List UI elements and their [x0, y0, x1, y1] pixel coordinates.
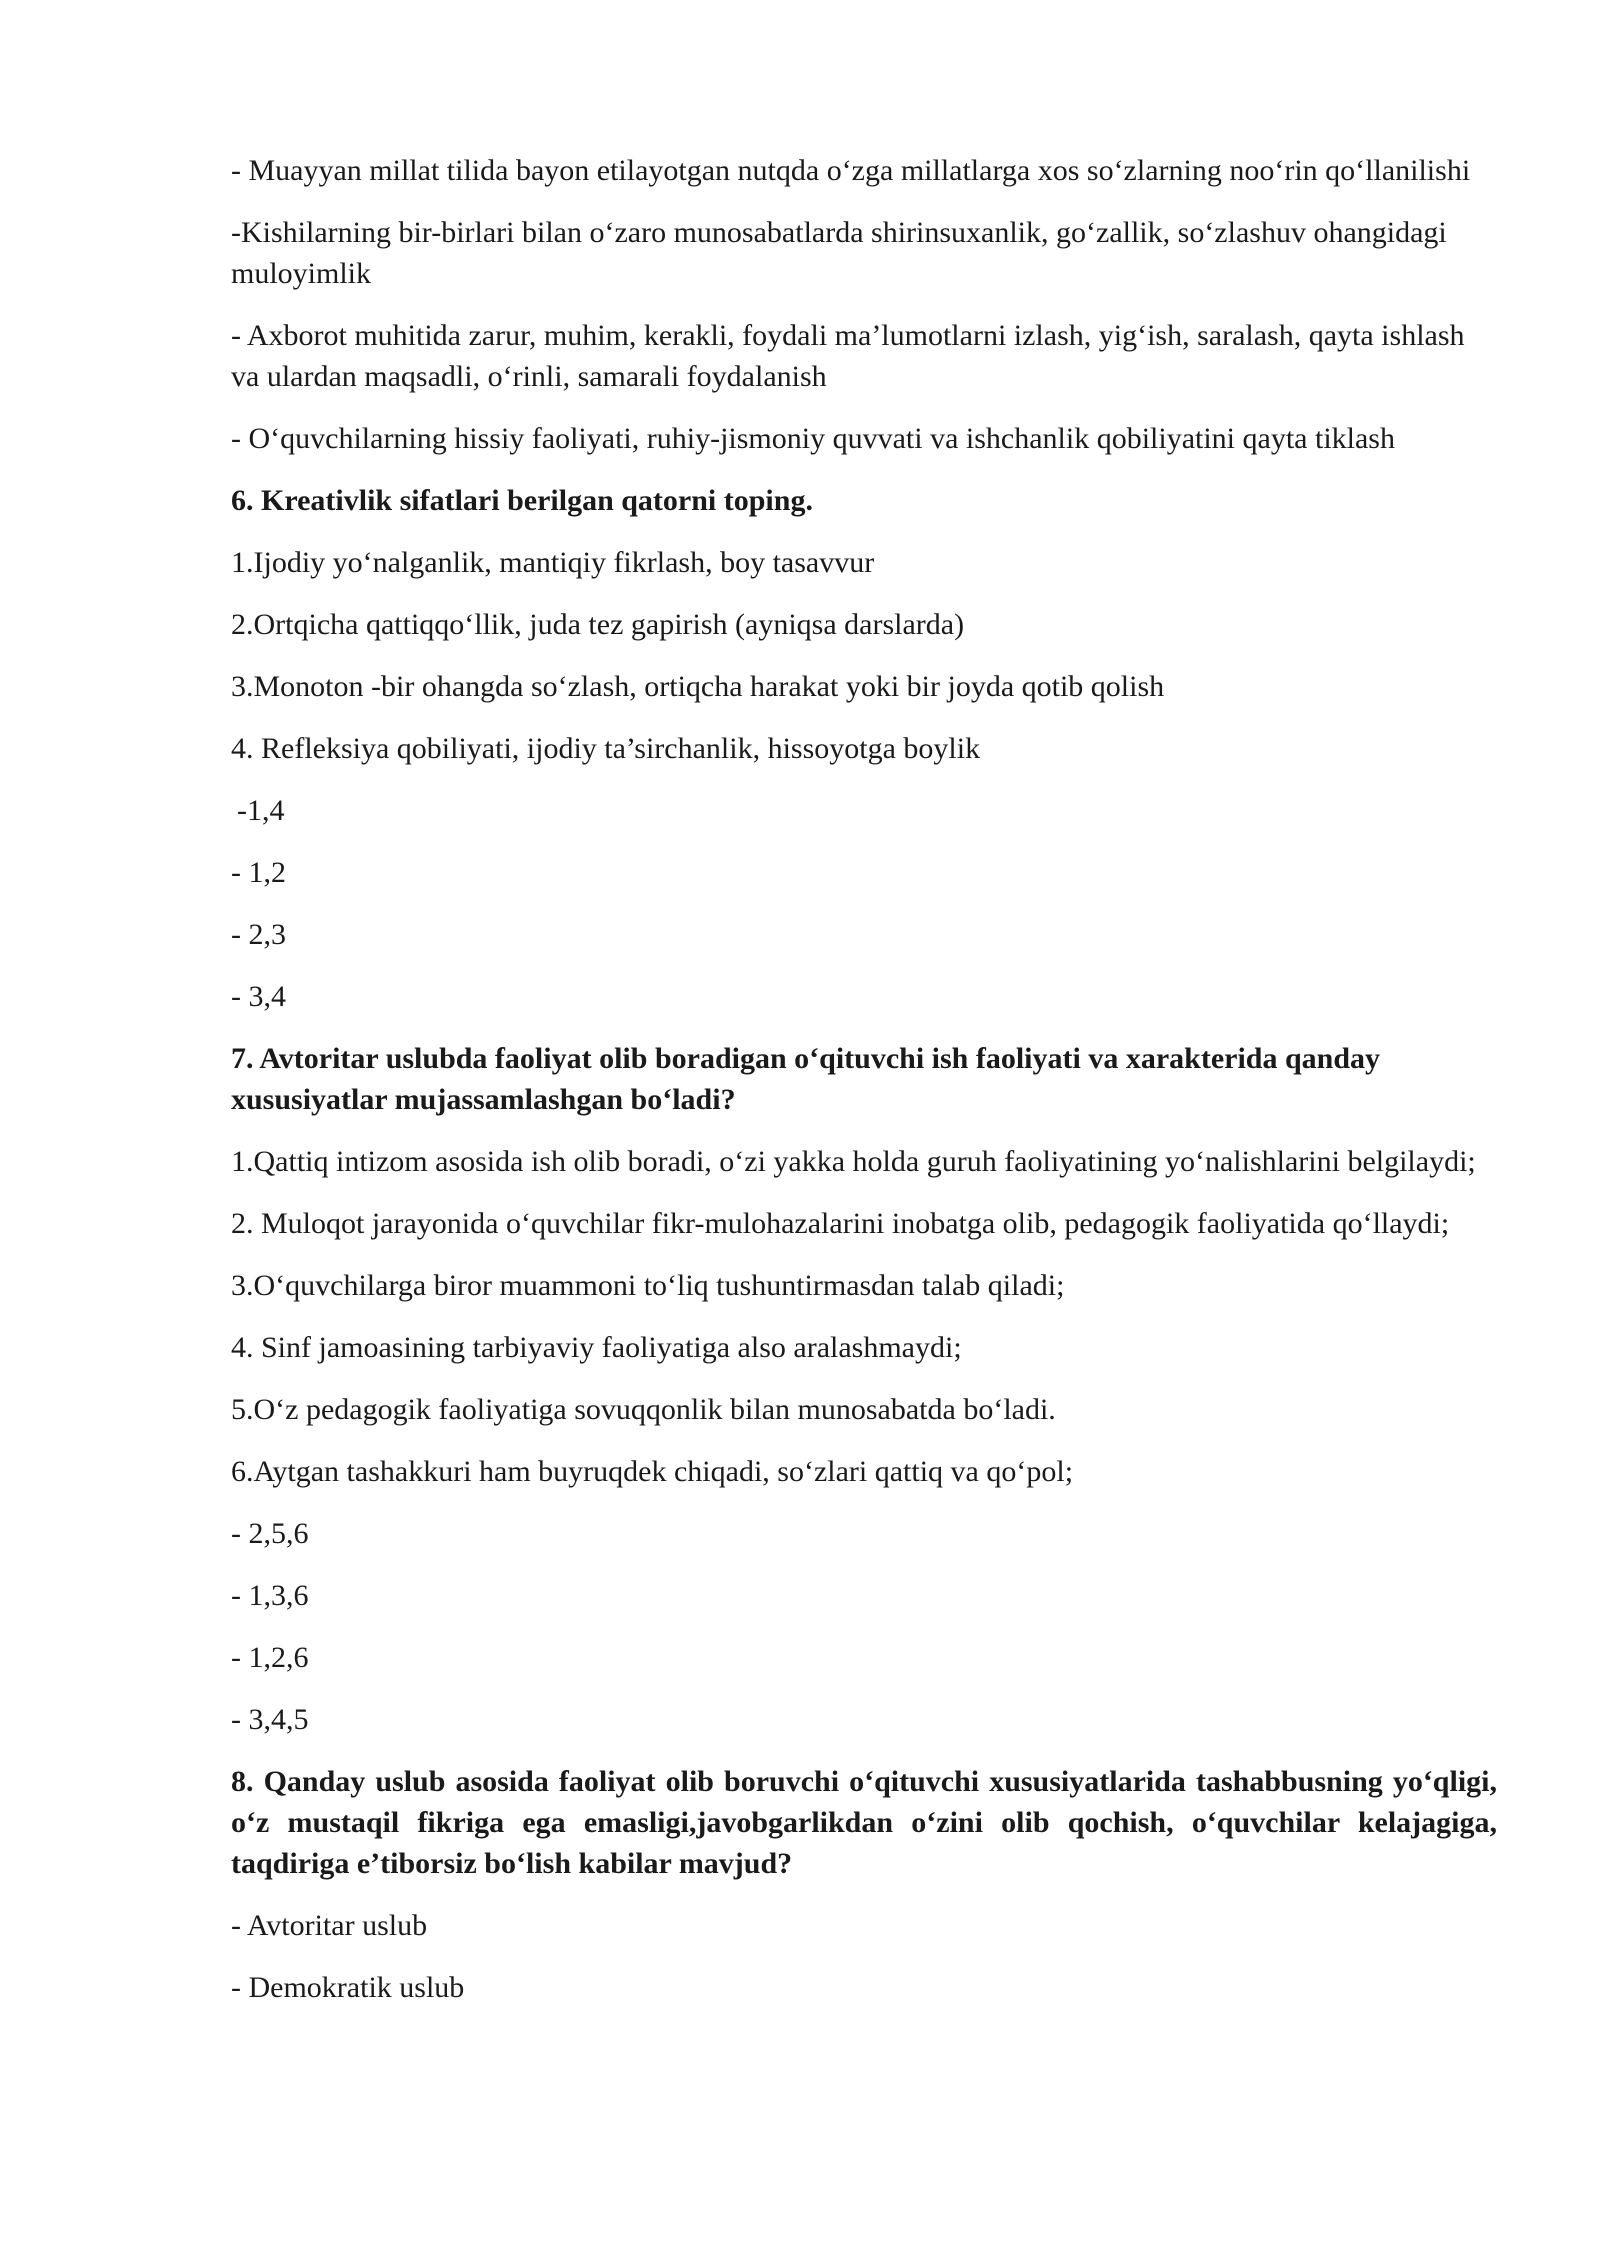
statement-item: 3.Monoton -bir ohangda so‘zlash, ortiqcha harakat yoki bir joyda qotib qolish: [231, 670, 1165, 703]
statement-item: 6.Aytgan tashakkuri ham buyruqdek chiqadi, so‘zlari qattiq va qo‘pol;: [231, 1455, 1074, 1488]
statement-item: 2.Ortqicha qattiqqo‘llik, juda tez gapirish (ayniqsa darslarda): [231, 608, 965, 641]
question-6-heading: 6. Kreativlik sifatlari berilgan qatorni toping.: [231, 484, 813, 517]
statement-item: 2. Muloqot jarayonida o‘quvchilar fikr-mulohazalarini inobatga olib, pedagogik faoliyatida qo‘llaydi;: [231, 1207, 1450, 1240]
answer-option: - 1,2,6: [231, 1641, 309, 1674]
statement-item: 1.Ijodiy yo‘nalganlik, mantiqiy fikrlash, boy tasavvur: [231, 546, 875, 579]
answer-option: - 2,3: [231, 918, 286, 951]
question-7-heading: 7. Avtoritar uslubda faoliyat olib boradigan o‘qituvchi ish faoliyati va xarakterida qanday xususiyatlar mujassamlashgan bo‘ladi?: [231, 1042, 1381, 1116]
answer-option: - 1,2: [231, 856, 286, 889]
question-8-heading: 8. Qanday uslub asosida faoliyat olib boruvchi o‘qituvchi xususiyatlarida tashabbusning yo‘qligi, o‘z mustaqil fikriga ega emasligi,javobgarlikdan o‘zini olib qochish, o‘quvchilar kelajagiga, taqdiriga e’tiborsiz bo‘lish kabilar mavjud?: [231, 1765, 1497, 1880]
answer-option: - 1,3,6: [231, 1579, 309, 1612]
statement-item: 4. Refleksiya qobiliyati, ijodiy ta’sirchanlik, hissoyotga boylik: [231, 732, 981, 765]
statement-item: 4. Sinf jamoasining tarbiyaviy faoliyatiga also aralashmaydi;: [231, 1331, 962, 1364]
statement-item: 5.O‘z pedagogik faoliyatiga sovuqqonlik bilan munosabatda bo‘ladi.: [231, 1393, 1056, 1426]
statement-item: 1.Qattiq intizom asosida ish olib boradi, o‘zi yakka holda guruh faoliyatining yo‘nalishlarini belgilaydi;: [231, 1145, 1476, 1178]
answer-option: - 3,4,5: [231, 1703, 309, 1736]
answer-option: - Axborot muhitida zarur, muhim, kerakli, foydali ma’lumotlarni izlash, yig‘ish, saralash, qayta ishlash va ulardan maqsadli, o‘rinli, samarali foydalanish: [231, 319, 1465, 393]
answer-option: - Muayyan millat tilida bayon etilayotgan nutqda o‘zga millatlarga xos so‘zlarning noo‘rin qo‘llanilishi: [231, 154, 1471, 187]
answer-option: - 2,5,6: [231, 1517, 309, 1550]
answer-option: - Avtoritar uslub: [231, 1909, 428, 1942]
statement-item: 3.O‘quvchilarga biror muammoni to‘liq tushuntirmasdan talab qiladi;: [231, 1269, 1065, 1302]
document-page: [231, 150, 1497, 2029]
answer-option: - Demokratik uslub: [231, 1971, 465, 2004]
answer-option: -1,4: [237, 794, 285, 827]
answer-option: - 3,4: [231, 980, 286, 1013]
answer-option: - O‘quvchilarning hissiy faoliyati, ruhiy-jismoniy quvvati va ishchanlik qobiliyatini qayta tiklash: [231, 422, 1395, 455]
answer-option: -Kishilarning bir-birlari bilan o‘zaro munosabatlarda shirinsuxanlik, go‘zallik, so‘zlashuv ohangidagi muloyimlik: [231, 216, 1447, 290]
